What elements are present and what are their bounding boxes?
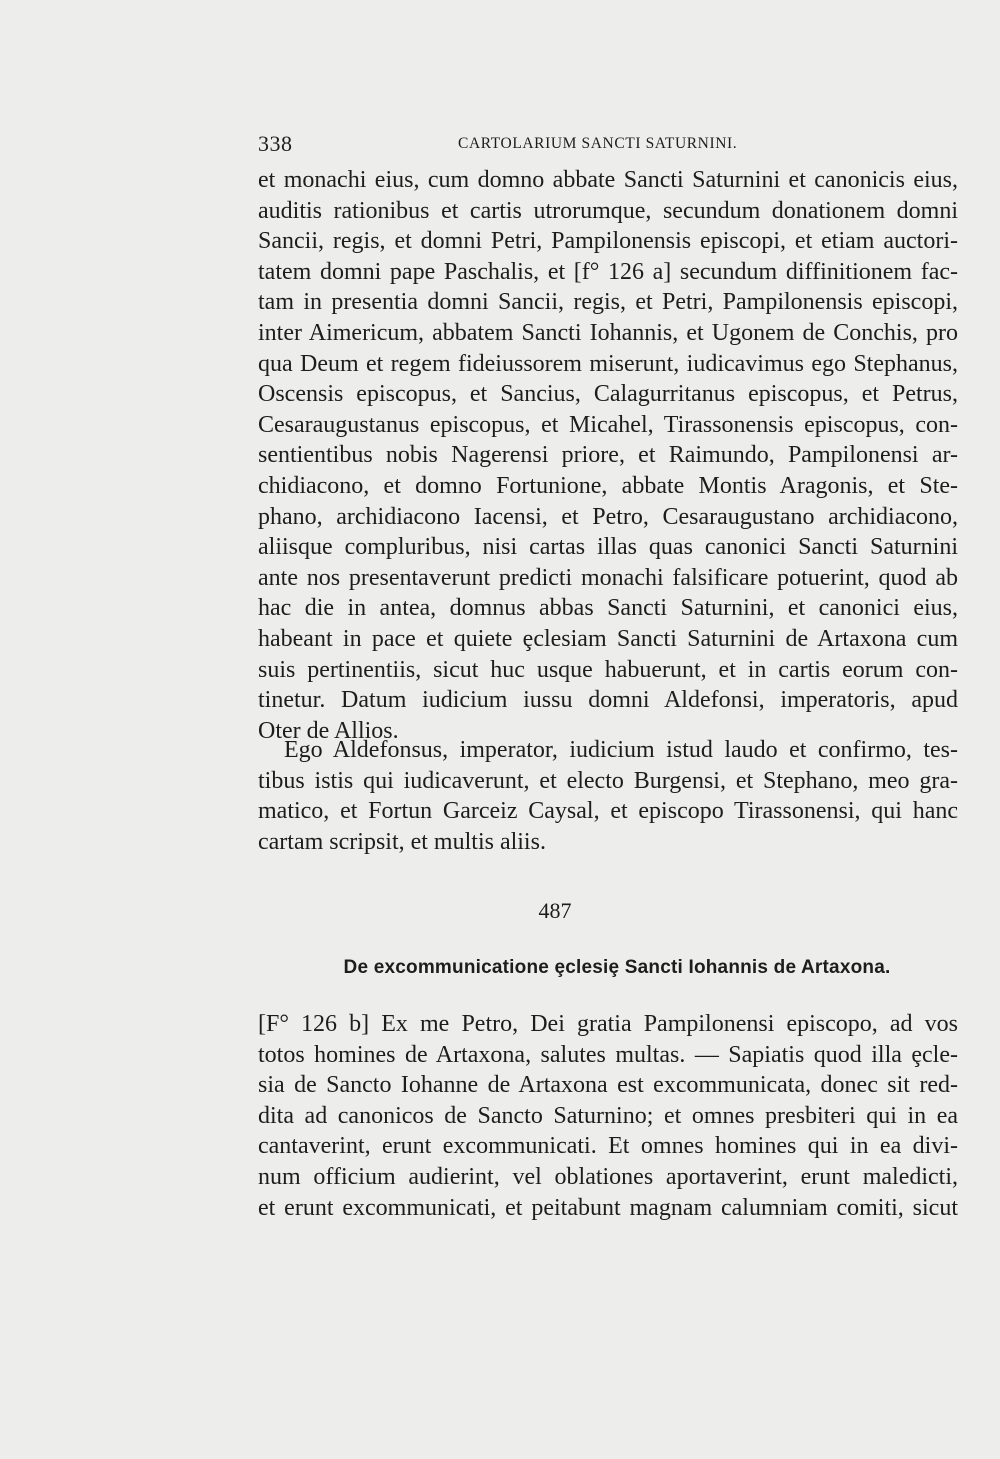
page-number: 338 (258, 131, 293, 156)
text-line: totos homines de Artaxona, salutes multas. — Sapiatis quod illa ȩcle- (258, 1041, 958, 1068)
text-line: tatem domni pape Paschalis, et [f° 126 a] secundum diffinitionem fac- (258, 258, 958, 285)
text-line: dita ad canonicos de Sancto Saturnino; et omnes presbiteri qui in ea (258, 1102, 958, 1129)
text-line: tinetur. Datum iudicium iussu domni Aldefonsi, imperatoris, apud (258, 687, 958, 714)
document-number: 487 (538, 898, 572, 923)
text-line: Oter de Allios. (258, 717, 399, 744)
text-line: cantaverint, erunt excommunicati. Et omnes homines qui in ea divi- (258, 1133, 958, 1160)
text-line: sentientibus nobis Nagerensi priore, et Raimundo, Pampilonensi ar- (258, 442, 958, 469)
text-line: ante nos presentaverunt predicti monachi falsificare potuerint, quod ab (258, 564, 958, 591)
text-line: et monachi eius, cum domno abbate Sancti Saturnini et canonicis eius, (258, 167, 958, 193)
document-title: De excommunicatione ȩclesiȩ Sancti Iohannis de Artaxona. (343, 957, 891, 978)
text-line: hac die in antea, domnus abbas Sancti Saturnini, et canonici eius, (258, 595, 958, 622)
text-line: inter Aimericum, abbatem Sancti Iohannis, et Ugonem de Conchis, pro (258, 319, 958, 346)
running-head (258, 131, 958, 159)
text-line: tibus istis qui iudicaverunt, et electo Burgensi, et Stephano, meo gra- (258, 767, 958, 794)
paragraph-excommunication (258, 1009, 958, 1223)
text-line: chidiacono, et domno Fortunione, abbate Montis Aragonis, et Ste- (258, 472, 958, 499)
running-title: CARTOLARIUM SANCTI SATURNINI. (458, 135, 738, 152)
text-line: cartam scripsit, et multis aliis. (258, 828, 546, 855)
text-line: qua Deum et regem fideiussorem miserunt, iudicavimus ego Stephanus, (258, 350, 958, 377)
text-line: Sancii, regis, et domni Petri, Pampilonensis episcopi, et etiam auctori- (258, 228, 958, 255)
text-line: phano, archidiacono Iacensi, et Petro, Cesaraugustano archidiacono, (258, 503, 958, 530)
text-line: suis pertinentiis, sicut huc usque habuerunt, et in cartis eorum con- (258, 656, 958, 683)
text-line: auditis rationibus et cartis utrorumque, secundum donationem domni (258, 197, 958, 224)
text-line: Ego Aldefonsus, imperator, iudicium istud laudo et confirmo, tes- (284, 737, 958, 763)
paragraph-judgment (258, 165, 958, 746)
text-line: matico, et Fortun Garceiz Caysal, et episcopo Tirassonensi, qui hanc (258, 798, 958, 825)
text-line: [F° 126 b] Ex me Petro, Dei gratia Pampilonensi episcopo, ad vos (258, 1011, 958, 1037)
paragraph-confirmation (258, 735, 958, 857)
text-line: num officium audierint, vel oblationes aportaverint, erunt maledicti, (258, 1163, 958, 1190)
text-line: habeant in pace et quiete ȩclesiam Sancti Saturnini de Artaxona cum (258, 625, 958, 652)
text-line: Cesaraugustanus episcopus, et Micahel, Tirassonensis episcopus, con- (258, 411, 958, 438)
text-line: aliisque compluribus, nisi cartas illas quas canonici Sancti Saturnini (258, 534, 958, 561)
text-line: tam in presentia domni Sancii, regis, et Petri, Pampilonensis episcopi, (258, 289, 958, 316)
text-line: et erunt excommunicati, et peitabunt magnam calumniam comiti, sicut (258, 1194, 958, 1221)
text-line: sia de Sancto Iohanne de Artaxona est excommunicata, donec sit red- (258, 1072, 958, 1099)
text-line: Oscensis episcopus, et Sancius, Calagurritanus episcopus, et Petrus, (258, 381, 958, 408)
